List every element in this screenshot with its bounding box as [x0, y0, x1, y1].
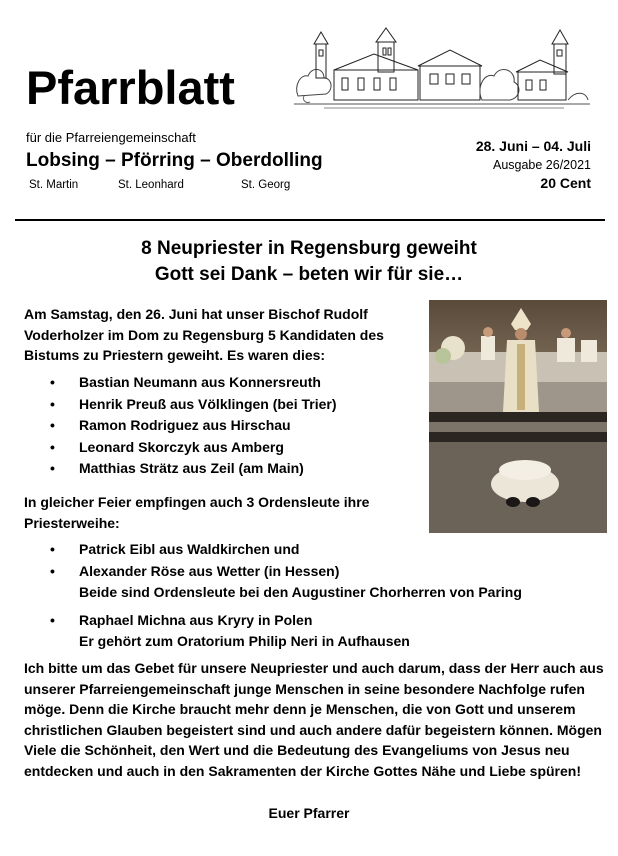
ordination-photo: [429, 300, 607, 533]
list-item: • Alexander Röse aus Wetter (in Hessen) Beide sind Ordensleute bei den Augustiner Chorherren von Paring: [24, 561, 604, 604]
article-intro: Am Samstag, den 26. Juni hat unser Bischof Rudolf Voderholzer im Dom zu Regensburg 5 Kandidaten des Bistums zu Priestern geweiht. Es waren dies:: [24, 306, 384, 363]
closing-paragraph: Ich bitte um das Gebet für unsere Neupriester und auch darum, dass der Herr auch aus unserer Pfarreiengemeinschaft junge Menschen in seine besondere Nachfolge rufen möge. Denn die Kirche braucht mehr denn je Menschen, die von Gott und unserem christlichen Glauben begeistert sind und auch andere dafür begeistern können. Mögen Viele die Schönheit, den Wert und die Bedeutung des Evangeliums von Jesus neu entdecken und auch in den Sakramenten der Kirche Gottes Nähe und Liebe spüren!: [24, 660, 604, 779]
article-headline: [0, 236, 618, 288]
parish-saint: St. Georg: [241, 179, 291, 191]
parish-names: Lobsing – Pförring – Oberdolling: [26, 150, 323, 171]
headline-line-2: Gott sei Dank – beten wir für sie…: [154, 264, 464, 285]
list-item-note: Er gehört zum Oratorium Philip Neri in Aufhausen: [79, 633, 410, 649]
parish-saint: St. Leonhard: [118, 179, 184, 191]
diocesan-priest-list: [24, 372, 424, 480]
list-item: • Matthias Strätz aus Zeil (am Main): [50, 460, 304, 476]
issue-price: 20 Cent: [540, 175, 591, 191]
headline-line-1: 8 Neupriester in Regensburg geweiht: [141, 238, 477, 259]
church-drawing: [294, 26, 590, 112]
community-subtitle: für die Pfarreiengemeinschaft: [26, 130, 196, 145]
list-item: • Raphael Michna aus Kryry in Polen Er gehört zum Oratorium Philip Neri in Aufhausen: [24, 610, 604, 653]
list-item: • Bastian Neumann aus Konnersreuth: [50, 374, 321, 390]
orders-intro: In gleicher Feier empfingen auch 3 Ordensleute ihre Priesterweihe:: [24, 494, 370, 531]
list-item: • Ramon Rodriguez aus Hirschau: [50, 417, 291, 433]
header-divider: [15, 219, 605, 221]
issue-info: [476, 136, 591, 192]
list-item-note: Beide sind Ordensleute bei den Augustiner Chorherren von Paring: [79, 584, 522, 600]
issue-date: 28. Juni – 04. Juli: [475, 138, 591, 154]
order-priest-list: [24, 539, 604, 653]
list-item: • Henrik Preuß aus Völklingen (bei Trier): [50, 395, 337, 412]
signoff: Euer Pfarrer: [268, 805, 350, 821]
list-item: • Patrick Eibl aus Waldkirchen und: [50, 541, 300, 557]
newsletter-title: Pfarrblatt: [26, 61, 235, 114]
issue-number: Ausgabe 26/2021: [492, 158, 591, 172]
parish-saint: St. Martin: [29, 179, 79, 191]
list-item: • Leonard Skorczyk aus Amberg: [50, 438, 284, 455]
